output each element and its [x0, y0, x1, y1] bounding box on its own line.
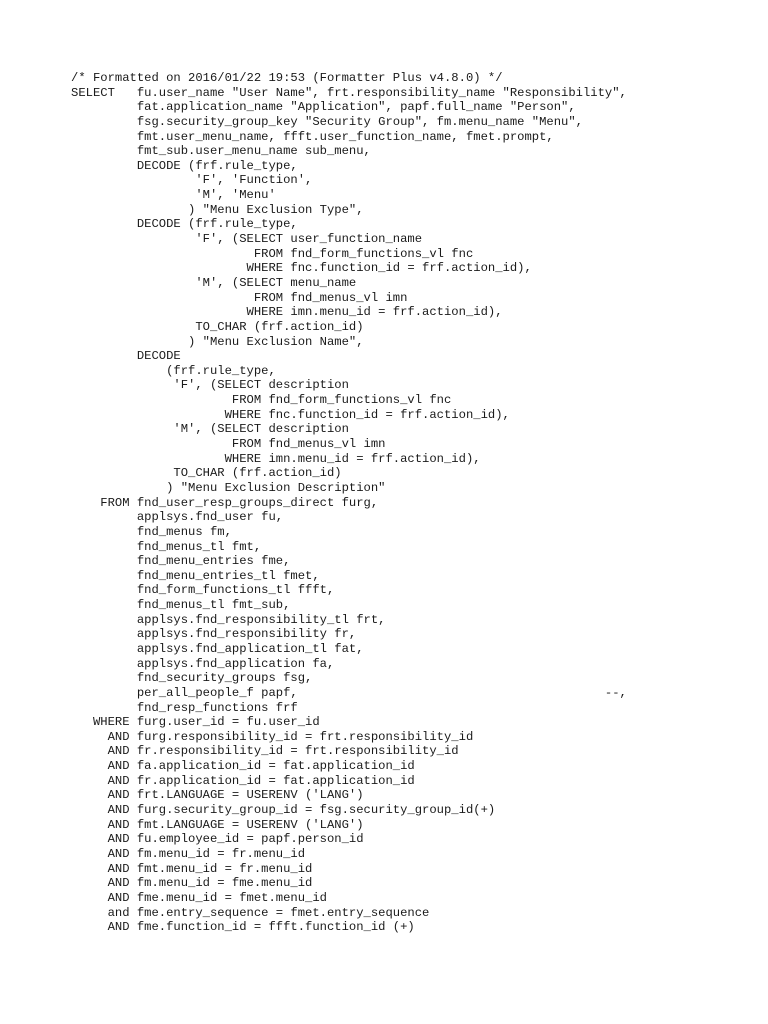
code-line: FROM fnd_form_functions_vl fnc	[71, 393, 452, 408]
code-line: FROM fnd_menus_vl imn	[71, 290, 408, 305]
code-line: fnd_menus_tl fmt,	[71, 539, 262, 554]
code-line: and fme.entry_sequence = fmet.entry_sequence	[71, 905, 430, 920]
code-line: AND fme.function_id = ffft.function_id (+)	[71, 920, 415, 935]
code-line: 'M', (SELECT menu_name	[71, 275, 357, 290]
code-line: applsys.fnd_application fa,	[71, 656, 335, 671]
code-line: 'F', (SELECT user_function_name	[71, 232, 423, 247]
code-line: (frf.rule_type,	[71, 363, 276, 378]
sql-code-document	[71, 71, 627, 935]
code-line: fmt.user_menu_name, ffft.user_function_name, fmet.prompt,	[71, 129, 554, 144]
code-line: WHERE furg.user_id = fu.user_id	[71, 715, 320, 730]
code-line: applsys.fnd_application_tl fat,	[71, 641, 364, 656]
code-line: fat.application_name "Application", papf.full_name "Person",	[71, 100, 576, 115]
code-line: /* Formatted on 2016/01/22 19:53 (Formatter Plus v4.8.0) */	[71, 71, 503, 85]
code-line: AND fmt.LANGUAGE = USERENV ('LANG')	[71, 817, 364, 832]
code-line: per_all_people_f papf, --,	[71, 685, 627, 700]
code-line: fnd_menu_entries_tl fmet,	[71, 568, 320, 583]
code-line: AND fr.application_id = fat.application_id	[71, 773, 415, 788]
code-line: FROM fnd_menus_vl imn	[71, 437, 386, 452]
code-line: WHERE fnc.function_id = frf.action_id),	[71, 261, 532, 276]
code-line: fnd_security_groups fsg,	[71, 671, 313, 686]
code-line: AND fm.menu_id = fr.menu_id	[71, 846, 306, 861]
code-line: fnd_menus fm,	[71, 524, 232, 539]
code-line: fnd_menu_entries fme,	[71, 554, 291, 569]
code-line: ) "Menu Exclusion Type",	[71, 202, 364, 217]
code-line: TO_CHAR (frf.action_id)	[71, 319, 364, 334]
code-line: fnd_menus_tl fmt_sub,	[71, 598, 291, 613]
code-line: applsys.fnd_responsibility_tl frt,	[71, 612, 386, 627]
code-line: AND furg.responsibility_id = frt.responsibility_id	[71, 729, 474, 744]
code-line: AND frt.LANGUAGE = USERENV ('LANG')	[71, 788, 364, 803]
code-line: ) "Menu Exclusion Description"	[71, 480, 386, 495]
code-line: applsys.fnd_responsibility fr,	[71, 627, 357, 642]
code-line: FROM fnd_form_functions_vl fnc	[71, 246, 474, 261]
code-line: fnd_form_functions_tl ffft,	[71, 583, 335, 598]
code-line: 'M', (SELECT description	[71, 422, 349, 437]
code-line: AND furg.security_group_id = fsg.security_group_id(+)	[71, 803, 496, 818]
code-line: 'F', (SELECT description	[71, 378, 349, 393]
code-line: AND fme.menu_id = fmet.menu_id	[71, 890, 327, 905]
code-line: applsys.fnd_user fu,	[71, 510, 284, 525]
code-line: WHERE imn.menu_id = frf.action_id),	[71, 305, 503, 320]
code-line: AND fmt.menu_id = fr.menu_id	[71, 861, 313, 876]
code-line: AND fa.application_id = fat.application_id	[71, 759, 415, 774]
code-line: DECODE (frf.rule_type,	[71, 158, 298, 173]
code-line: DECODE	[71, 349, 181, 364]
code-line: DECODE (frf.rule_type,	[71, 217, 298, 232]
code-line: 'M', 'Menu'	[71, 188, 276, 203]
code-line: WHERE imn.menu_id = frf.action_id),	[71, 451, 481, 466]
code-line: TO_CHAR (frf.action_id)	[71, 466, 342, 481]
code-line: AND fr.responsibility_id = frt.responsibility_id	[71, 744, 459, 759]
code-line: AND fu.employee_id = papf.person_id	[71, 832, 364, 847]
code-line: 'F', 'Function',	[71, 173, 313, 188]
code-line: FROM fnd_user_resp_groups_direct furg,	[71, 495, 379, 510]
code-line: fnd_resp_functions frf	[71, 700, 298, 715]
code-line: SELECT fu.user_name "User Name", frt.responsibility_name "Responsibility",	[71, 85, 627, 100]
code-line: WHERE fnc.function_id = frf.action_id),	[71, 407, 510, 422]
code-line: fmt_sub.user_menu_name sub_menu,	[71, 144, 371, 159]
code-line: fsg.security_group_key "Security Group", fm.menu_name "Menu",	[71, 114, 583, 129]
code-line: AND fm.menu_id = fme.menu_id	[71, 876, 313, 891]
code-line: ) "Menu Exclusion Name",	[71, 334, 364, 349]
